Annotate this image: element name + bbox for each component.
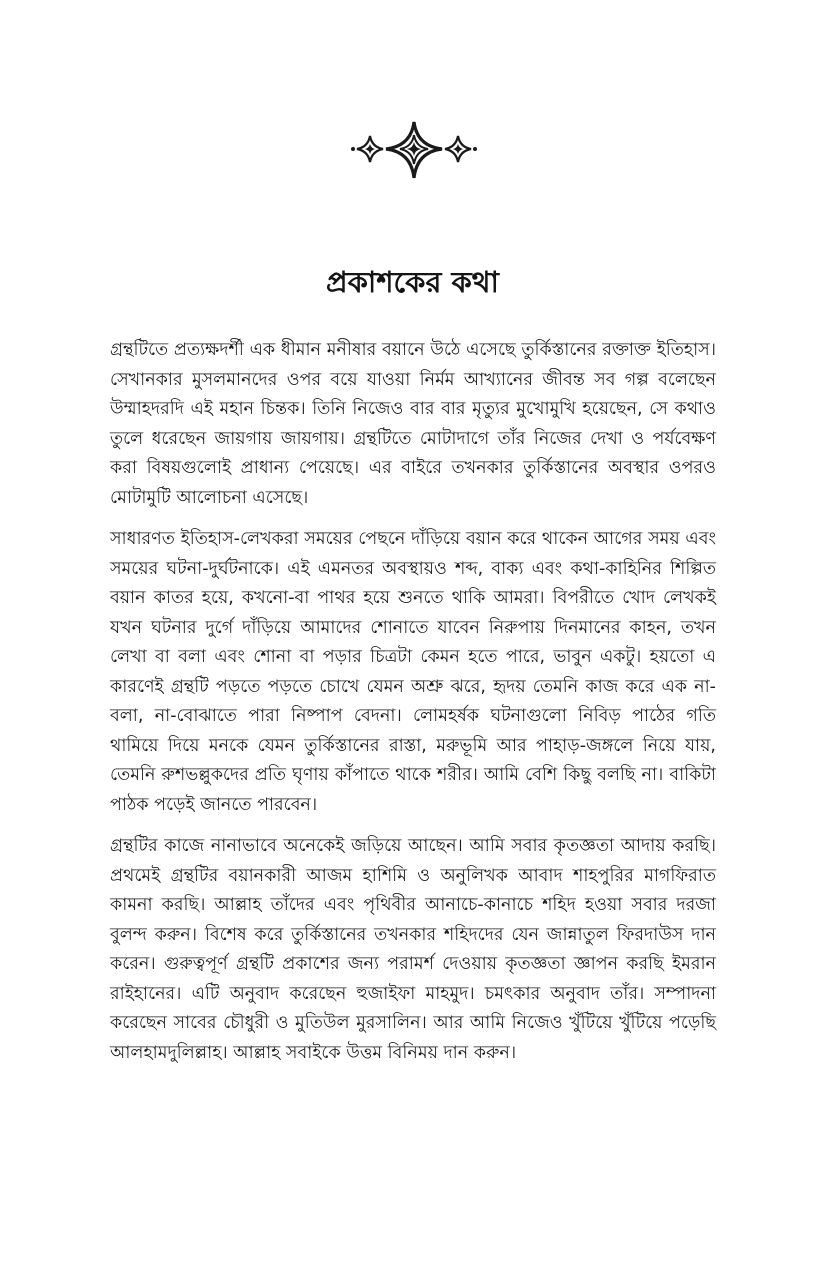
- star-ornament-icon: [350, 120, 478, 182]
- large-star-center-icon: [386, 122, 442, 178]
- paragraph: সাধারণত ইতিহাস-লেখকরা সময়ের পেছনে দাঁড়িয়ে বয়ান করে থাকেন আগের সময় এবং সময়ের ঘটনা-দুর্ঘটনাকে। এই এমনতর অবস্থায়ও শব্দ, বাক্য এবং কথা-কাহিনির শিল্পিত বয়ান কাতর হয়ে, কখনো-বা পাথর হয়ে শুনতে থাকি আমরা। বিপরীতে খোদ লেখকই যখন ঘটনার দুর্গে দাঁড়িয়ে আমাদের শোনাতে যাবেন নিরুপায় দিনমানের কাহন, তখন লেখা বা বলা এবং শোনা বা পড়ার চিত্রটা কেমন হতে পারে, ভাবুন একটু। হয়তো এ কারণেই গ্রন্থটি পড়তে পড়তে চোখে যেমন অশ্রু ঝরে, হৃদয় তেমনি কাজ করে এক না-বলা, না-বোঝাতে পারা নিষ্পাপ বেদনা। লোমহর্ষক ঘটনাগুলো নিবিড় পাঠের গতি থামিয়ে দিয়ে মনকে যেমন তুর্কিস্তানের রাস্তা, মরুভূমি আর পাহাড়-জঙ্গলে নিয়ে যায়, তেমনি রুশভল্লুকদের প্রতি ঘৃণায় কাঁপাতে থাকে শরীর। আমি বেশি কিছু বলছি না। বাকিটা পাঠক পড়েই জানতে পারবেন।: [110, 529, 716, 815]
- small-star-right-icon: [445, 136, 477, 162]
- page-title: প্রকাশকের কথা: [326, 265, 499, 299]
- small-star-left-icon: [351, 136, 383, 162]
- paragraph: গ্রন্থটির কাজে নানাভাবে অনেকেই জড়িয়ে আছেন। আমি সবার কৃতজ্ঞতা আদায় করছি। প্রথমেই গ্রন্থটির বয়ানকারী আজম হাশিমি ও অনুলিখক আবাদ শাহপুরির মাগফিরাত কামনা করছি। আল্লাহ তাঁদের এবং পৃথিবীর আনাচে-কানাচে শহিদ হওয়া সবার দরজা বুলন্দ করুন। বিশেষ করে তুর্কিস্তানের তখনকার শহিদদের যেন জান্নাতুল ফিরদাউস দান করেন। গুরুত্বপূর্ণ গ্রন্থটি প্রকাশের জন্য পরামর্শ দেওয়ায় কৃতজ্ঞতা জ্ঞাপন করছি ইমরান রাইহানের। এটি অনুবাদ করেছেন হুজাইফা মাহমুদ। চমৎকার অনুবাদ তাঁর। সম্পাদনা করেছেন সাবের চৌধুরী ও মুতিউল মুরসালিন। আর আমি নিজেও খুঁটিয়ে খুঁটিয়ে পড়েছি আলহামদুলিল্লাহ। আল্লাহ সবাইকে উত্তম বিনিময় দান করুন।: [110, 836, 716, 1063]
- body-text: [110, 336, 716, 1080]
- paragraph: গ্রন্থটিতে প্রত্যক্ষদর্শী এক ধীমান মনীষার বয়ানে উঠে এসেছে তুর্কিস্তানের রক্তাক্ত ইতিহাস। সেখানকার মুসলমানদের ওপর বয়ে যাওয়া নির্মম আখ্যানের জীবন্ত সব গল্প বলেছেন উম্মাহদরদি এই মহান চিন্তক। তিনি নিজেও বার বার মৃত্যুর মুখোমুখি হয়েছেন, সে কথাও তুলে ধরেছেন জায়গায় জায়গায়। গ্রন্থটিতে মোটাদাগে তাঁর নিজের দেখা ও পর্যবেক্ষণ করা বিষয়গুলোই প্রাধান্য পেয়েছে। এর বাইরে তখনকার তুর্কিস্তানের অবস্থার ওপরও মোটামুটি আলোচনা এসেছে।: [110, 340, 716, 508]
